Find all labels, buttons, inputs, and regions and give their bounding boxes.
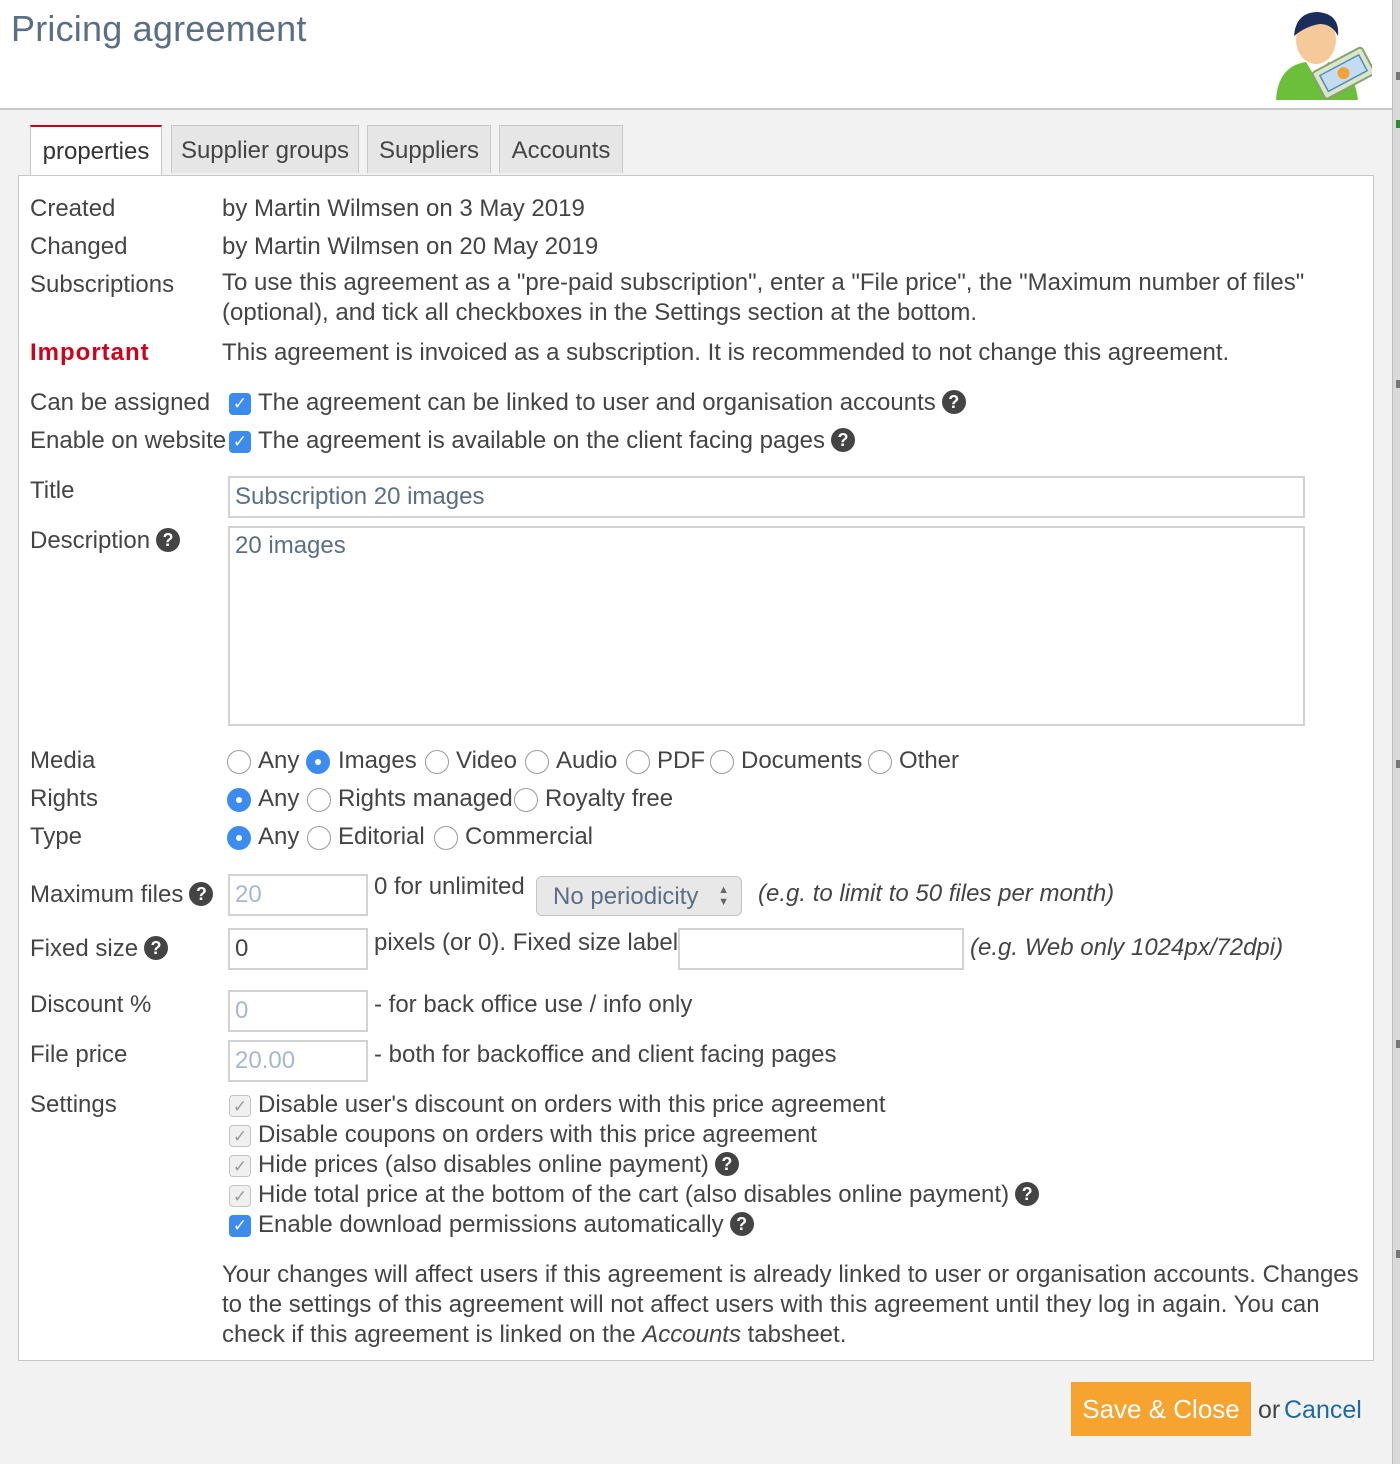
media-video-label: Video [456, 747, 517, 774]
type-commercial-label: Commercial [465, 823, 594, 850]
media-other-label: Other [899, 747, 960, 774]
title-input[interactable] [228, 476, 1305, 518]
can-be-assigned-checkbox[interactable]: ✓ [229, 393, 251, 415]
hide-prices-text: Hide prices (also disables online payment) [258, 1151, 709, 1178]
disable-coupons-text: Disable coupons on orders with this price agreement [258, 1121, 817, 1148]
created-value: by Martin Wilmsen on 3 May 2019 [222, 195, 585, 222]
select-arrows-icon: ▲ ▼ [718, 884, 729, 908]
important-label: Important [30, 339, 150, 366]
file-price-label: File price [30, 1041, 128, 1068]
help-icon[interactable]: ? [942, 390, 966, 414]
media-documents-label: Documents [741, 747, 863, 774]
type-any-label: Any [258, 823, 300, 850]
subscriptions-label: Subscriptions [30, 271, 175, 298]
user-with-money-icon [1266, 4, 1372, 104]
enable-download-permissions-checkbox[interactable]: ✓ [229, 1215, 251, 1237]
help-icon[interactable]: ? [156, 528, 180, 552]
max-files-label-row [30, 881, 213, 909]
media-other-radio[interactable] [868, 750, 892, 774]
enable-on-website-checkbox[interactable]: ✓ [229, 431, 251, 453]
type-commercial-radio[interactable] [434, 826, 458, 850]
type-editorial-radio[interactable] [307, 826, 331, 850]
fixed-size-note-row [970, 934, 1283, 962]
rights-any-label: Any [258, 785, 300, 812]
settings-label: Settings [30, 1091, 117, 1118]
page-title: Pricing agreement [11, 8, 307, 49]
hide-total-price-checkbox[interactable]: ✓ [229, 1185, 251, 1207]
subscriptions-text: To use this agreement as a "pre-paid subscription", enter a "File price", the "Maximum number of files" (optional), and tick all checkboxes in the Settings section at the bottom. [222, 269, 1305, 326]
max-files-note: e.g. to limit to 50 files per month [766, 880, 1107, 907]
description-label: Description [30, 527, 151, 554]
fixed-size-label-input[interactable] [678, 928, 964, 970]
disable-coupons-checkbox[interactable]: ✓ [229, 1125, 251, 1147]
window-edge [1392, 0, 1400, 1464]
help-icon[interactable]: ? [715, 1152, 739, 1176]
description-label-row [30, 527, 180, 555]
fixed-size-note-close: ) [1275, 934, 1284, 961]
max-files-note-open: ( [758, 880, 766, 907]
tab-suppliers[interactable]: Suppliers [367, 125, 491, 173]
accounts-tabsheet-ref: Accounts [642, 1321, 741, 1348]
discount-label: Discount % [30, 991, 152, 1018]
dialog-header [0, 0, 1392, 110]
media-audio-radio[interactable] [525, 750, 549, 774]
can-be-assigned-row [258, 389, 966, 417]
type-label: Type [30, 823, 83, 850]
save-close-button[interactable]: Save & Close [1071, 1382, 1251, 1436]
periodicity-value: No periodicity [553, 883, 699, 910]
or-label: or [1258, 1396, 1281, 1424]
important-text: This agreement is invoiced as a subscription. It is recommended to not change this agreement. [222, 339, 1230, 366]
file-price-suffix: - both for backoffice and client facing pages [374, 1041, 837, 1068]
hide-prices-row [258, 1151, 739, 1179]
help-icon[interactable]: ? [831, 428, 855, 452]
disable-user-discount-checkbox[interactable]: ✓ [229, 1095, 251, 1117]
media-pdf-radio[interactable] [626, 750, 650, 774]
discount-input[interactable] [228, 990, 368, 1032]
rights-managed-radio[interactable] [307, 788, 331, 812]
enable-on-website-row [258, 427, 855, 455]
created-label: Created [30, 195, 116, 222]
periodicity-select[interactable] [536, 876, 742, 916]
changes-note-part2: tabsheet. [740, 1321, 847, 1348]
description-textarea[interactable]: 20 images [228, 526, 1305, 726]
max-files-input[interactable] [228, 874, 368, 916]
media-images-label: Images [338, 747, 417, 774]
tab-accounts[interactable]: Accounts [499, 125, 623, 173]
rights-managed-label: Rights managed [338, 785, 513, 812]
media-audio-label: Audio [556, 747, 618, 774]
fixed-size-suffix: pixels (or 0). Fixed size label [374, 929, 679, 956]
can-be-assigned-text: The agreement can be linked to user and organisation accounts [258, 389, 936, 416]
fixed-size-label-row [30, 935, 168, 963]
can-be-assigned-label: Can be assigned [30, 389, 211, 416]
type-editorial-label: Editorial [338, 823, 425, 850]
media-any-label: Any [258, 747, 300, 774]
fixed-size-note-open: ( [970, 934, 978, 961]
type-any-radio[interactable] [227, 826, 251, 850]
hide-prices-checkbox[interactable]: ✓ [229, 1155, 251, 1177]
fixed-size-label: Fixed size [30, 935, 139, 962]
rights-royalty-free-label: Royalty free [545, 785, 674, 812]
enable-on-website-text: The agreement is available on the client facing pages [258, 427, 826, 454]
changed-value: by Martin Wilmsen on 20 May 2019 [222, 233, 599, 260]
max-files-note-row [758, 880, 1114, 908]
file-price-input[interactable] [228, 1040, 368, 1082]
cancel-link[interactable]: Cancel [1284, 1396, 1362, 1424]
hide-total-price-row [258, 1181, 1039, 1209]
help-icon[interactable]: ? [730, 1212, 754, 1236]
rights-label: Rights [30, 785, 99, 812]
enable-download-permissions-row [258, 1211, 754, 1239]
media-any-radio[interactable] [227, 750, 251, 774]
title-label: Title [30, 477, 75, 504]
tab-supplier-groups[interactable]: Supplier groups [171, 125, 359, 173]
changes-note [222, 1260, 1362, 1350]
changed-label: Changed [30, 233, 128, 260]
media-label: Media [30, 747, 96, 774]
fixed-size-note: e.g. Web only 1024px/72dpi [978, 934, 1276, 961]
tab-properties[interactable]: properties [30, 125, 162, 177]
help-icon[interactable]: ? [144, 936, 168, 960]
enable-on-website-label: Enable on website [30, 427, 227, 454]
max-files-suffix: 0 for unlimited [374, 873, 525, 900]
rights-royalty-free-radio[interactable] [514, 788, 538, 812]
hide-total-price-text: Hide total price at the bottom of the cart (also disables online payment) [258, 1181, 1010, 1208]
media-documents-radio[interactable] [710, 750, 734, 774]
max-files-note-close: ) [1106, 880, 1115, 907]
rights-any-radio[interactable] [227, 788, 251, 812]
media-video-radio[interactable] [425, 750, 449, 774]
discount-suffix: - for back office use / info only [374, 991, 693, 1018]
media-images-radio[interactable] [306, 750, 330, 774]
fixed-size-input[interactable] [228, 928, 368, 970]
help-icon[interactable]: ? [189, 882, 213, 906]
enable-download-permissions-text: Enable download permissions automatically [258, 1211, 724, 1238]
help-icon[interactable]: ? [1015, 1182, 1039, 1206]
media-pdf-label: PDF [657, 747, 705, 774]
changes-note-part1: Your changes will affect users if this agreement is already linked to user or organisation accounts. Changes to the settings of this agreement will not affect users with this agreement until they log in again. You can check if this agreement is linked on the [222, 1261, 1359, 1348]
max-files-label: Maximum files [30, 881, 184, 908]
disable-user-discount-text: Disable user's discount on orders with this price agreement [258, 1091, 886, 1118]
